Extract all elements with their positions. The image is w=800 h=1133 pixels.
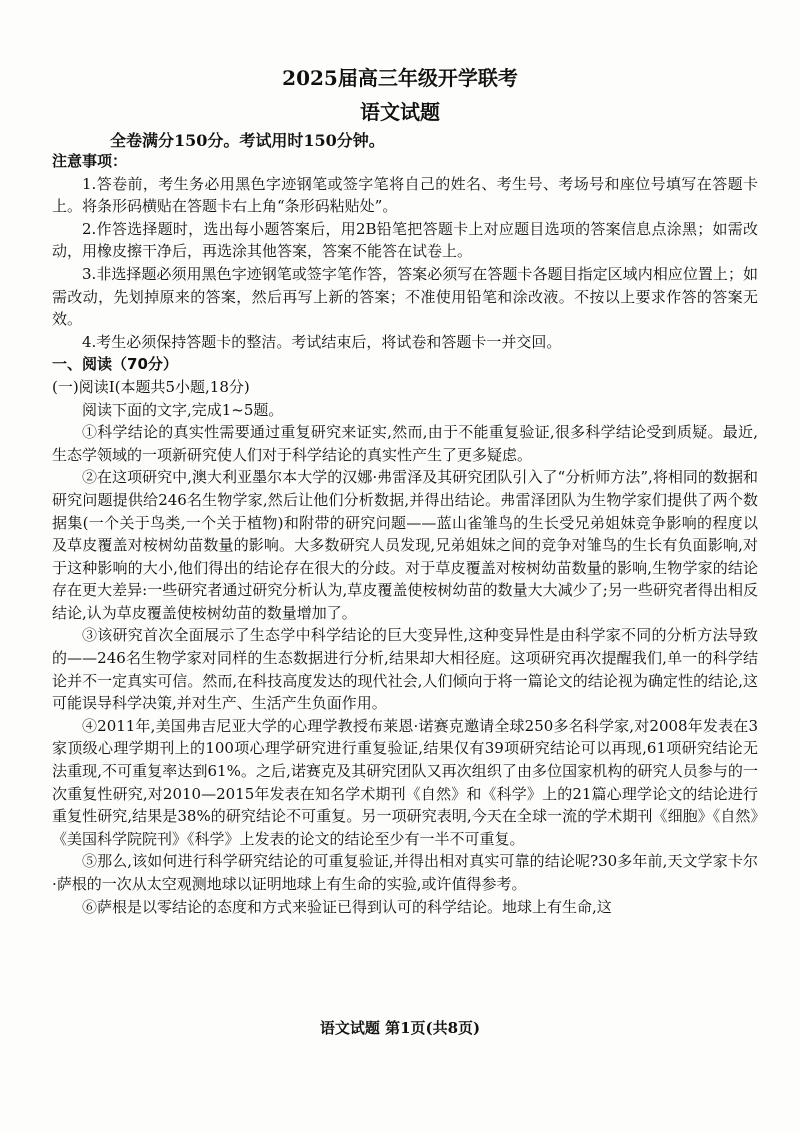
notice-item: 3.非选择题必须用黑色字迹钢笔或签字笔作答，答案必须写在答题卡各题目指定区域内相应位置上；如需改动，先划掉原来的答案，然后再写上新的答案；不准使用铅笔和涂改液。不按以上要求作答的答案无效。: [52, 264, 758, 329]
passage-paragraph: ②在这项研究中,澳大利亚墨尔本大学的汉娜·弗雷泽及其研究团队引入了“分析师方法”,将相同的数据和研究问题提供给246名生物学家,然后让他们分析数据,并得出结论。弗雷泽团队为生物学家们提供了两个数据集(一个关于鸟类,一个关于植物)和附带的研究问题——蓝山雀雏鸟的生长受兄弟姐妹竞争影响的程度以及草皮覆盖对桉树幼苗数量的影响。大多数研究人员发现,兄弟姐妹之间的竞争对雏鸟的生长有负面影响,对于这种影响的大小,他们得出的结论存在很大的分歧。对于草皮覆盖对桉树幼苗数量的影响,生物学家的结论存在更大差异:一些研究者通过研究分析认为,草皮覆盖使桉树幼苗的数量大大减少了;另一些研究者得出相反结论,认为草皮覆盖使桉树幼苗的数量增加了。: [52, 468, 758, 622]
page-content: [52, 150, 758, 918]
notice-item: 1.答卷前，考生务必用黑色字迹钢笔或签字笔将自己的姓名、考生号、考场号和座位号填写在答题卡上。将条形码横贴在答题卡右上角“条形码粘贴处”。: [52, 174, 758, 216]
passage-paragraph: ③该研究首次全面展示了生态学中科学结论的巨大变异性,这种变异性是由科学家不同的分析方法导致的——246名生物学家对同样的生态数据进行分析,结果却大相径庭。这项研究再次提醒我们,单一的科学结论并不一定真实可信。然而,在科技高度发达的现代社会,人们倾向于将一篇论文的结论视为确定性的结论,这可能误导科学决策,并对生产、生活产生负面作用。: [52, 626, 758, 713]
page-footer: 语文试题 第1页(共8页): [319, 1019, 481, 1037]
passage-paragraph: ⑥萨根是以零结论的态度和方式来验证已得到认可的科学结论。地球上有生命,这: [82, 897, 612, 916]
section-heading: 一、阅读（70分）: [52, 355, 178, 374]
notice-heading: 注意事项：: [52, 152, 128, 170]
reading-instruction: 阅读下面的文字,完成1~5题。: [82, 400, 284, 419]
score-time-note: 全卷满分150分。考试用时150分钟。: [110, 131, 385, 150]
passage-paragraph: ⑤那么,该如何进行科学研究结论的可重复验证,并得出相对真实可靠的结论呢?30多年前,天文学家卡尔·萨根的一次从太空观测地球以证明地球上有生命的实验,或许值得参考。: [52, 852, 758, 893]
exam-title: 2025届高三年级开学联考: [282, 66, 518, 90]
subsection-heading: (一)阅读Ⅰ(本题共5小题,18分): [52, 377, 250, 396]
subject-title: 语文试题: [360, 100, 440, 124]
passage-paragraph: ①科学结论的真实性需要通过重复研究来证实,然而,由于不能重复验证,很多科学结论受到质疑。最近,生态学领域的一项新研究使人们对于科学结论的真实性产生了更多疑虑。: [52, 423, 758, 464]
notice-item: 4.考生必须保持答题卡的整洁。考试结束后，将试卷和答题卡一并交回。: [82, 332, 562, 351]
passage-paragraph: ④2011年,美国弗吉尼亚大学的心理学教授布莱恩·诺赛克邀请全球250多名科学家,对2008年发表在3家顶级心理学期刊上的100项心理学研究进行重复验证,结果仅有39项研究结论可以再现,61项研究结论无法重现,不可重复率达到61%。之后,诺赛克及其研究团队又再次组织了由多位国家机构的研究人员参与的一次重复性研究,对2010—2015年发表在知名学术期刊《自然》和《科学》上的21篇心理学论文的结论进行重复性研究,结果是38%的研究结论不可重复。另一项研究表明,今天在全球一流的学术期刊《细胞》《自然》《美国科学院院刊》《科学》上发表的论文的结论至少有一半不可重复。: [52, 716, 758, 848]
notice-item: 2.作答选择题时，选出每小题答案后，用2B铅笔把答题卡上对应题目选项的答案信息点涂黑；如需改动，用橡皮擦干净后，再选涂其他答案，答案不能答在试卷上。: [52, 219, 758, 261]
